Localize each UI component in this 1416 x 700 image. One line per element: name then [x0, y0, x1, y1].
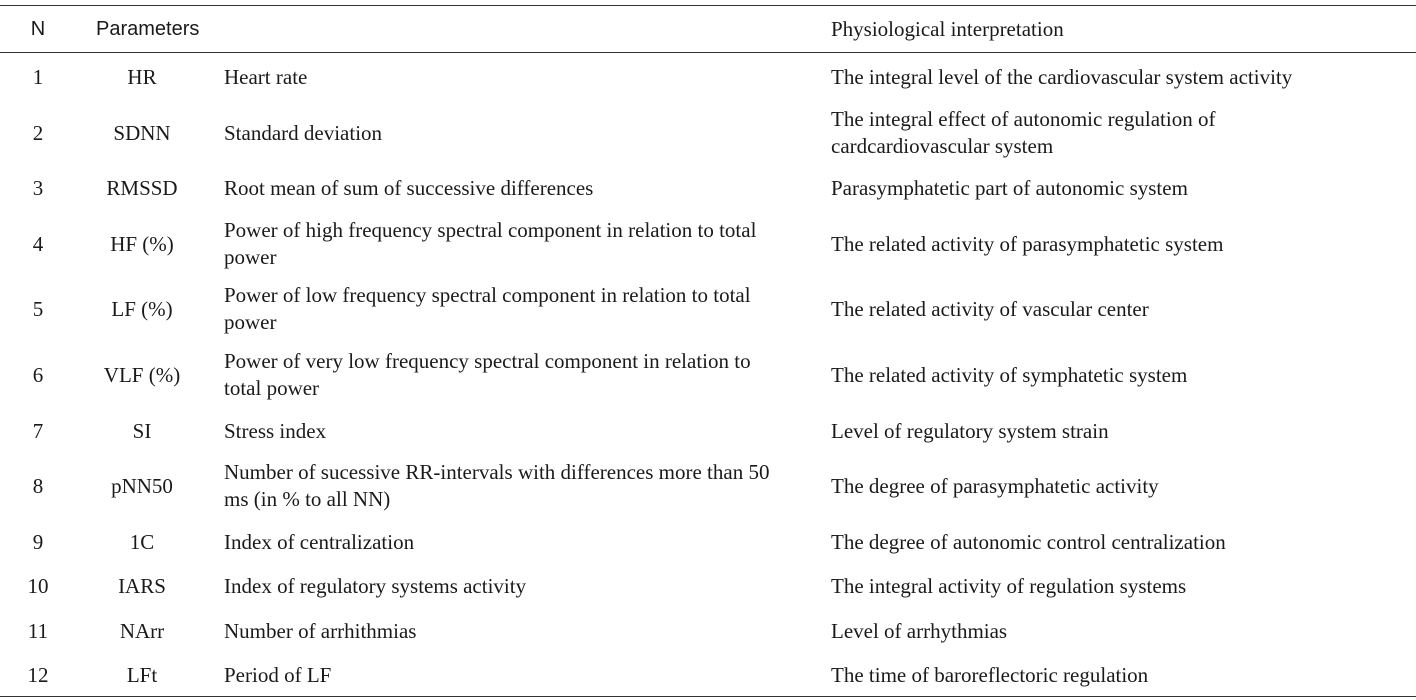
row-7-n: 7 [32, 418, 44, 443]
row-1-abbr: HR [127, 64, 157, 89]
row-12-desc: Period of LF [224, 662, 332, 687]
row-10-desc: Index of regulatory systems activity [224, 573, 527, 598]
row-10-interp: The integral activity of regulation systems [831, 573, 1187, 598]
header-parameters: Parameters [96, 17, 200, 40]
row-5-abbr: LF (%) [111, 296, 173, 321]
row-4-n: 4 [32, 231, 44, 256]
row-10-abbr: IARS [118, 573, 166, 598]
row-6-n: 6 [32, 362, 44, 387]
row-6-desc: Power of very low frequency spectral component in relation to total power [224, 349, 751, 400]
row-4-desc: Power of high frequency spectral component in relation to total power [224, 218, 757, 269]
row-12-n: 12 [27, 662, 49, 687]
row-8-n: 8 [32, 473, 44, 498]
row-2-n: 2 [32, 120, 44, 145]
row-12-abbr: LFt [126, 662, 158, 687]
row-2-abbr: SDNN [113, 120, 171, 145]
row-11-n: 11 [27, 618, 49, 643]
row-9-abbr: 1C [129, 529, 155, 554]
row-2-interp: The integral effect of autonomic regulation of cardcardiovascular system [831, 107, 1216, 158]
table-top-rule [0, 5, 1416, 6]
row-5-n: 5 [32, 296, 44, 321]
row-1-interp: The integral level of the cardiovascular system activity [831, 64, 1293, 89]
header-bottom-rule [0, 52, 1416, 53]
row-11-interp: Level of arrhythmias [831, 618, 1008, 643]
row-9-interp: The degree of autonomic control centralization [831, 529, 1226, 554]
row-9-n: 9 [32, 529, 44, 554]
row-4-interp: The related activity of parasymphatetic system [831, 231, 1224, 256]
row-3-desc: Root mean of sum of successive differences [224, 175, 594, 200]
row-7-interp: Level of regulatory system strain [831, 418, 1109, 443]
row-8-interp: The degree of parasymphatetic activity [831, 473, 1159, 498]
row-4-abbr: HF (%) [110, 231, 174, 256]
row-5-desc: Power of low frequency spectral component in relation to total power [224, 283, 751, 334]
header-n: N [30, 17, 46, 40]
row-12-interp: The time of baroreflectoric regulation [831, 662, 1149, 687]
row-3-interp: Parasymphatetic part of autonomic system [831, 175, 1188, 200]
row-2-desc: Standard deviation [224, 120, 383, 145]
row-11-desc: Number of arrhithmias [224, 618, 417, 643]
row-11-abbr: NArr [119, 618, 165, 643]
row-6-abbr: VLF (%) [103, 362, 181, 387]
row-5-interp: The related activity of vascular center [831, 296, 1149, 321]
row-6-interp: The related activity of symphatetic system [831, 362, 1188, 387]
row-10-n: 10 [27, 573, 49, 598]
row-8-abbr: pNN50 [111, 473, 173, 498]
row-1-desc: Heart rate [224, 64, 308, 89]
row-9-desc: Index of centralization [224, 529, 415, 554]
row-1-n: 1 [32, 64, 44, 89]
table-bottom-rule [0, 696, 1416, 697]
row-3-n: 3 [32, 175, 44, 200]
header-interpretation: Physiological interpretation [831, 16, 1064, 41]
row-3-abbr: RMSSD [106, 175, 178, 200]
row-7-desc: Stress index [224, 418, 327, 443]
row-7-abbr: SI [132, 418, 152, 443]
row-8-desc: Number of sucessive RR-intervals with differences more than 50 ms (in % to all NN) [224, 460, 770, 511]
